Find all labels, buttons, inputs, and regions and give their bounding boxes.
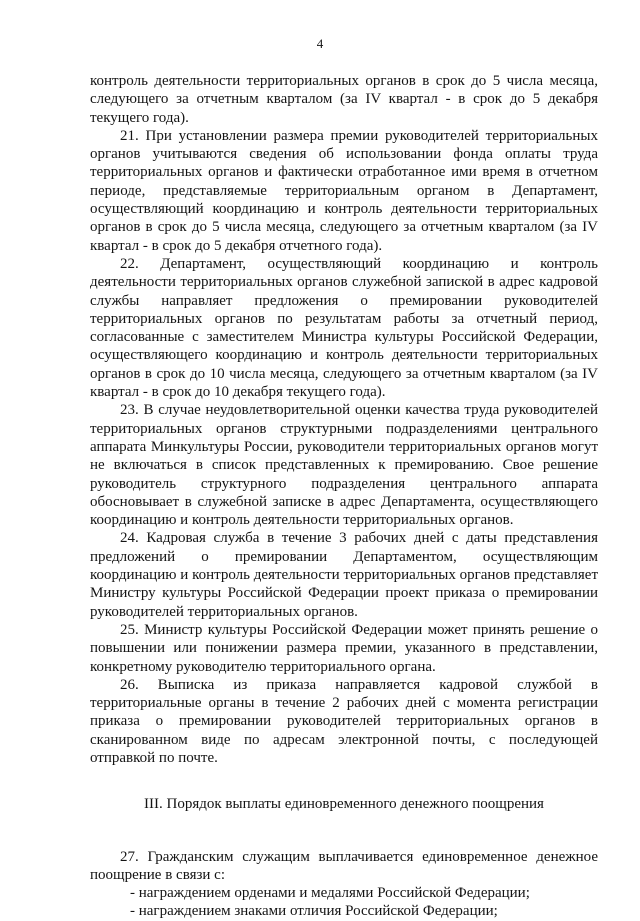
section-heading: III. Порядок выплаты единовременного денежного поощрения <box>144 796 544 813</box>
paragraph-22: 22. Департамент, осуществляющий координацию и контроль деятельности территориальных органов служебной запиской в адрес кадровой службы направляет предложения о премировании руководителей территориальных органов по результатам работы за отчетный период, согласованные с заместителем Министра культуры Российской Федерации, осуществляющего координацию и контроль деятельности территориальных органов в срок до 10 числа месяца, следующего за отчетным кварталом (за IV квартал - в срок до 10 декабря текущего года). <box>90 255 598 401</box>
paragraph-21: 21. При установлении размера премии руководителей территориальных органов учитываются сведения об использовании фонда оплаты труда территориальных органов и фактически отработанное ими время в отчетном периоде, представляемые территориальным органом в Департамент, осуществляющий координацию и контроль деятельности территориальных органов в срок до 5 числа месяца, следующего за отчетным кварталом (за IV квартал - в срок до 5 декабря отчетного года). <box>90 127 598 254</box>
list-item-distinction-badges: - награждением знаками отличия Российской Федерации; <box>130 903 498 920</box>
page-number: 4 <box>316 36 324 51</box>
paragraph-27: 27. Гражданским служащим выплачивается единовременное денежное поощрение в связи с: <box>90 848 598 883</box>
document-body <box>90 72 598 921</box>
paragraph-26: 26. Выписка из приказа направляется кадровой службой в территориальные органы в течение 2 рабочих дней с момента регистрации приказа о премировании руководителей территориальных органов в сканированном виде по адресам электронной почты, с последующей отправкой по почте. <box>90 676 598 766</box>
paragraph-25: 25. Министр культуры Российской Федерации может принять решение о повышении или понижении размера премии, указанного в представлении, конкретному руководителю территориального органа. <box>90 621 598 675</box>
paragraph-23: 23. В случае неудовлетворительной оценки качества труда руководителей территориальных органов структурными подразделениями центрального аппарата Минкультуры России, руководители территориальных органов могут не включаться в список представленных к премированию. Свое решение руководитель структурного подразделения центрального аппарата обосновывает в служебной записке в адрес Департамента, осуществляющего координацию и контроль деятельности территориальных органов. <box>90 402 598 529</box>
list-item-orders-medals: - награждением орденами и медалями Российской Федерации; <box>130 885 530 902</box>
paragraph-24: 24. Кадровая служба в течение 3 рабочих дней с даты представления предложений о премировании Департаментом, осуществляющим координацию и контроль деятельности территориальных органов представляет Министру культуры Российской Федерации проект приказа о премировании руководителей территориальных органов. <box>90 530 598 620</box>
paragraph-continuation: контроль деятельности территориальных органов в срок до 5 числа месяца, следующего за отчетным кварталом (за IV квартал - в срок до 5 декабря текущего года). <box>90 73 598 126</box>
